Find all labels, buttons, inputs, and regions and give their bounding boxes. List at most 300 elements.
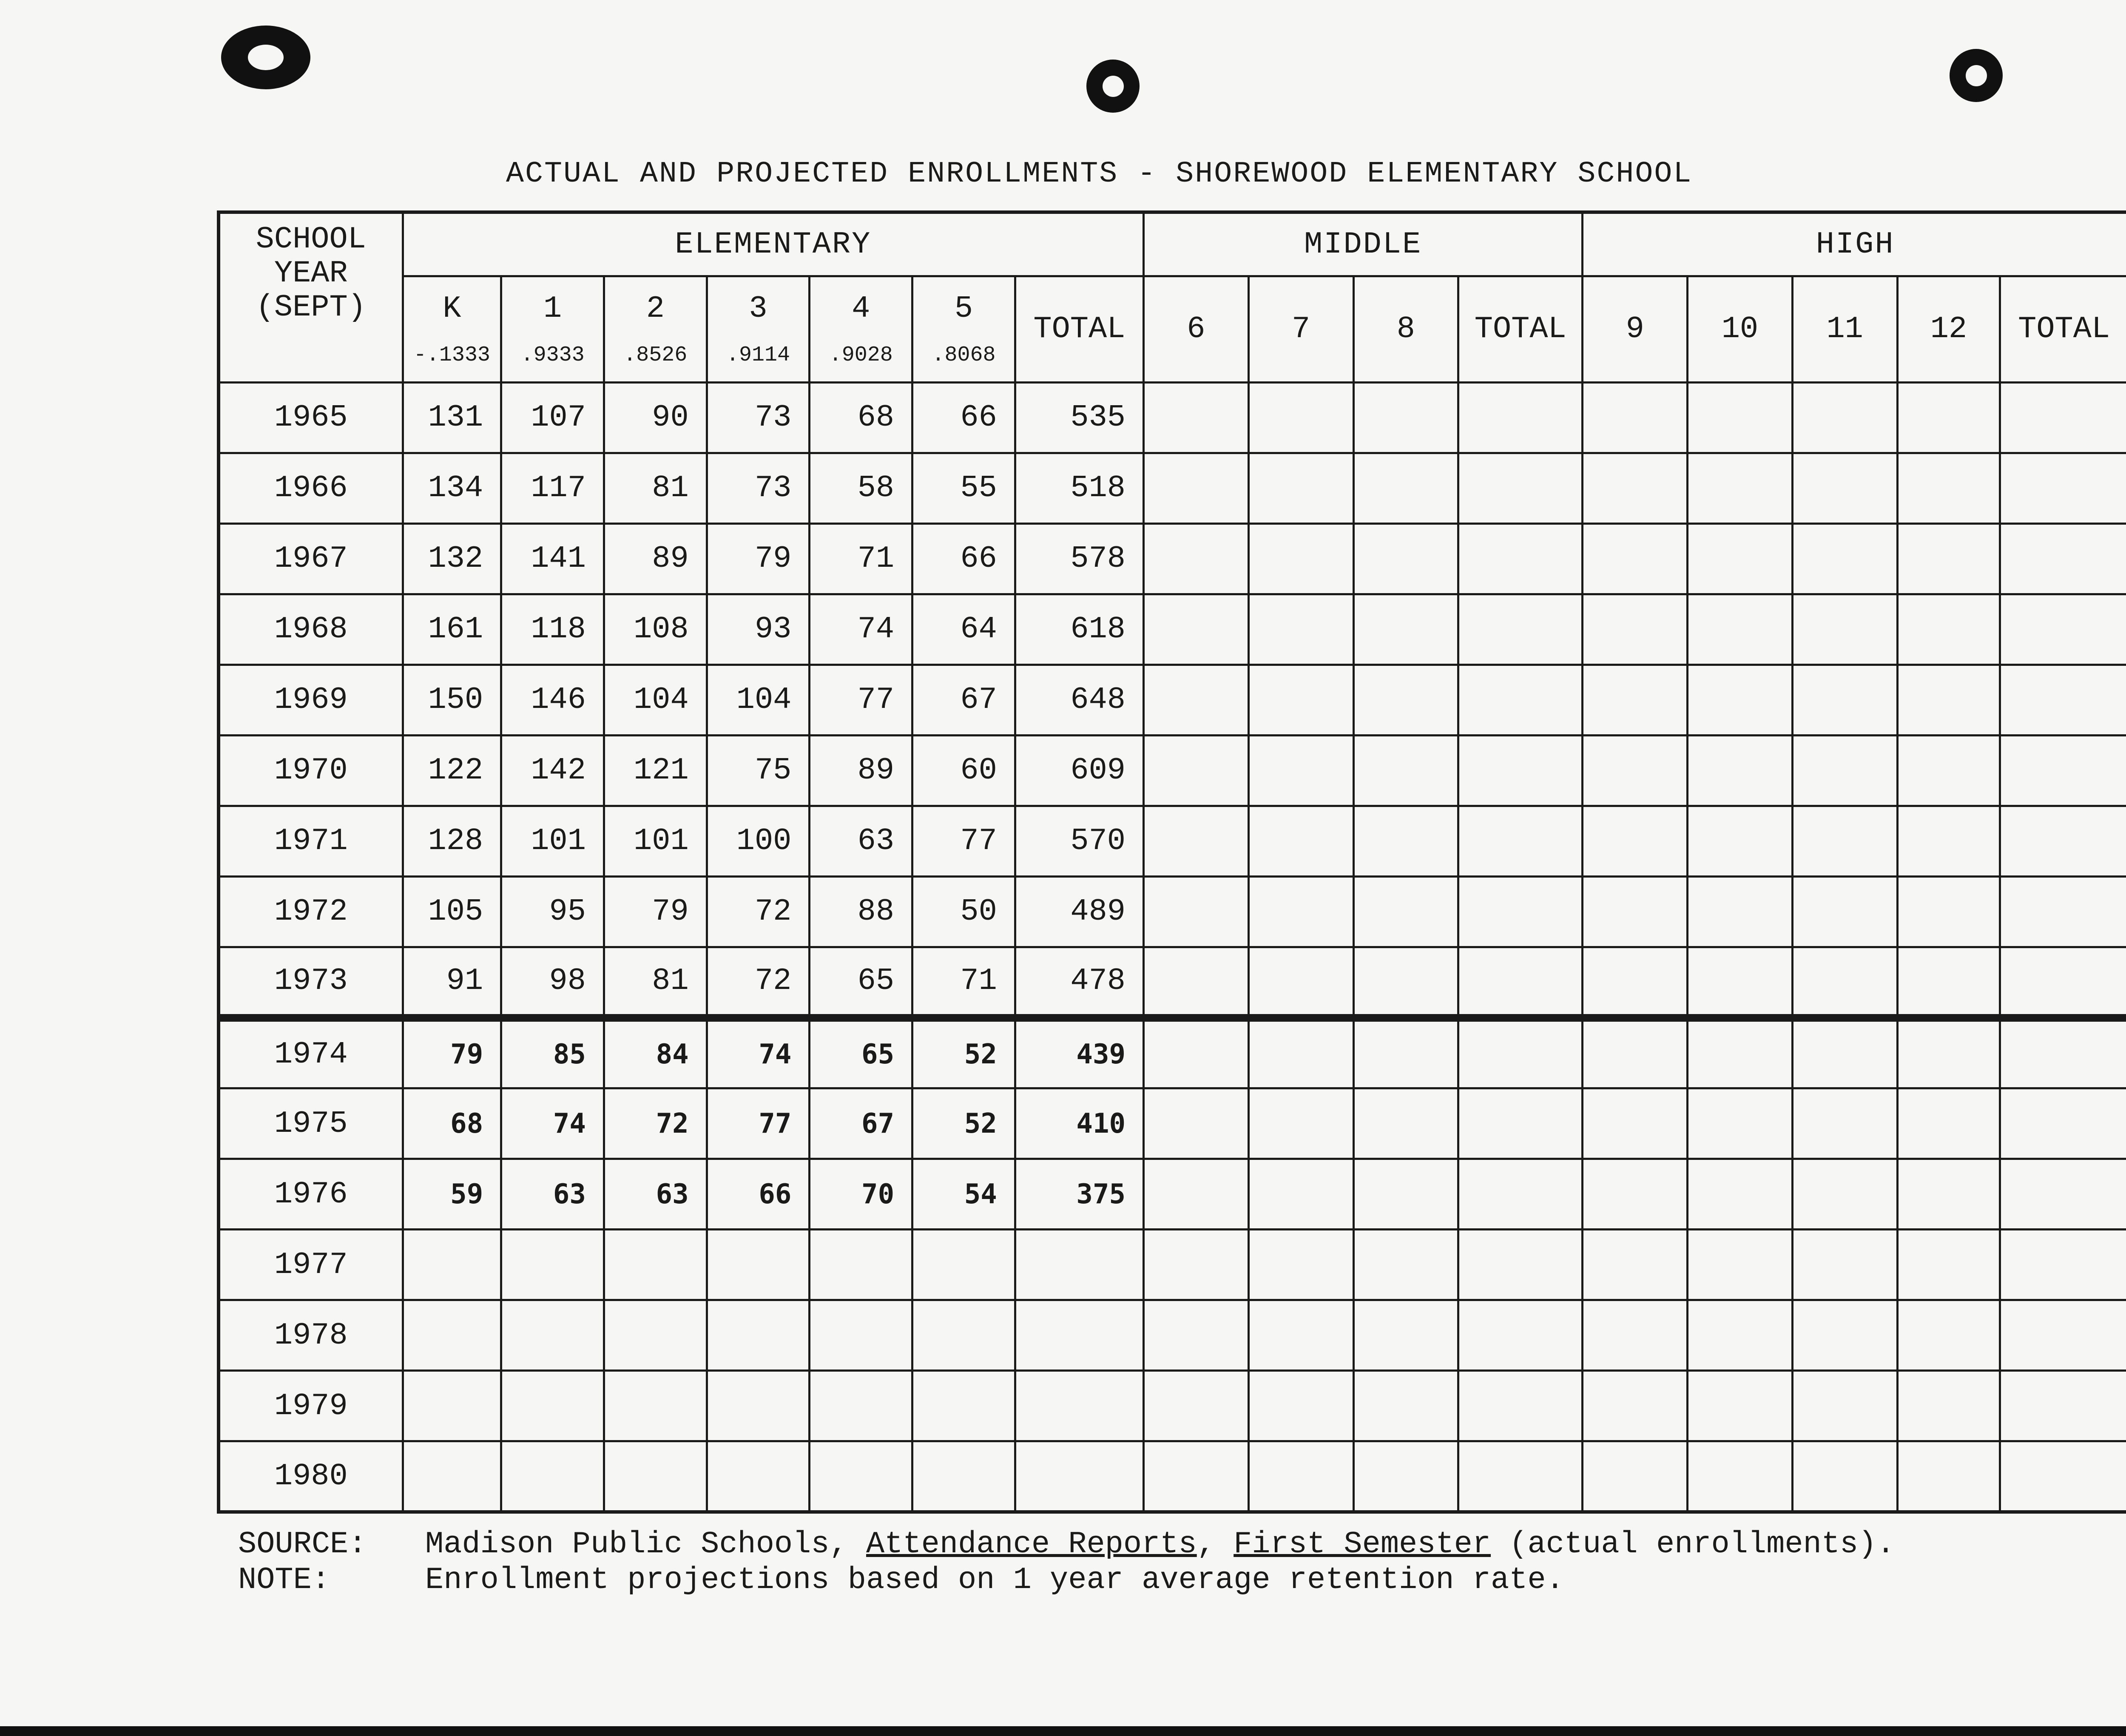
enrollment-cell: [1792, 523, 1897, 594]
enrollment-cell: [1458, 453, 1583, 523]
enrollment-cell: [1897, 1230, 2000, 1300]
enrollment-cell: 104: [604, 665, 707, 735]
enrollment-cell: 146: [501, 665, 604, 735]
scan-edge: [0, 1726, 2126, 1736]
year-cell: 1971: [219, 806, 403, 876]
enrollment-cell: [1792, 876, 1897, 947]
enrollment-cell: [1353, 1088, 1458, 1159]
enrollment-cell: [1248, 1088, 1353, 1159]
enrollment-cell: [1583, 1300, 1688, 1371]
column-label: 5: [954, 291, 973, 326]
enrollment-cell: 67: [912, 665, 1015, 735]
enrollment-cell: 81: [604, 453, 707, 523]
year-header-line: YEAR: [274, 256, 348, 291]
elementary-column-header: [912, 276, 1015, 382]
enrollment-cell: [1688, 1441, 1793, 1512]
column-label: K: [443, 291, 461, 326]
enrollment-cell: [403, 1230, 501, 1300]
enrollment-cell: 72: [604, 1088, 707, 1159]
enrollment-cell: [1248, 1371, 1353, 1441]
enrollment-cell: [501, 1441, 604, 1512]
enrollment-cell: 58: [810, 453, 912, 523]
school-year-header: [219, 212, 403, 382]
enrollment-cell: [604, 1371, 707, 1441]
retention-rate: .8068: [932, 343, 996, 367]
enrollment-cell: [1248, 1159, 1353, 1230]
table-row: [219, 453, 2126, 523]
enrollment-cell: [1688, 594, 1793, 665]
enrollment-cell: [1897, 806, 2000, 876]
high-column-header: [1792, 276, 1897, 382]
high-group-header: HIGH: [1583, 212, 2126, 276]
middle-column-header: [1458, 276, 1583, 382]
enrollment-cell: [1688, 806, 1793, 876]
enrollment-cell: [1583, 1230, 1688, 1300]
enrollment-cell: [1144, 876, 1249, 947]
punch-hole: [1950, 49, 2003, 102]
enrollment-cell: [403, 1371, 501, 1441]
enrollment-cell: [1353, 806, 1458, 876]
enrollment-cell: [2000, 1088, 2126, 1159]
enrollment-cell: [1688, 1300, 1793, 1371]
enrollment-cell: [1458, 1159, 1583, 1230]
table-row: [219, 735, 2126, 806]
enrollment-cell: 101: [604, 806, 707, 876]
column-label: 6: [1187, 312, 1205, 347]
enrollment-cell: 134: [403, 453, 501, 523]
note-label: NOTE:: [238, 1563, 330, 1597]
year-cell: 1967: [219, 523, 403, 594]
note-text: Enrollment projections based on 1 year average retention rate.: [425, 1563, 1564, 1597]
enrollment-cell: [501, 1230, 604, 1300]
column-label: 9: [1626, 312, 1644, 347]
enrollment-cell: [1583, 1441, 1688, 1512]
enrollment-cell: [1792, 1159, 1897, 1230]
table-row: [219, 594, 2126, 665]
enrollment-cell: 118: [501, 594, 604, 665]
enrollment-cell: [1897, 735, 2000, 806]
enrollment-cell: [2000, 876, 2126, 947]
enrollment-cell: [1792, 1441, 1897, 1512]
enrollment-cell: [604, 1230, 707, 1300]
enrollment-cell: [2000, 1159, 2126, 1230]
enrollment-cell: [912, 1300, 1015, 1371]
year-header-line: (SEPT): [256, 290, 366, 325]
table-row: [219, 876, 2126, 947]
enrollment-cell: 65: [810, 947, 912, 1018]
enrollment-cell: 439: [1015, 1018, 1143, 1088]
column-label: 3: [749, 291, 767, 326]
column-label: 7: [1292, 312, 1310, 347]
enrollment-cell: [707, 1371, 810, 1441]
enrollment-cell: [1897, 523, 2000, 594]
enrollment-cell: 79: [604, 876, 707, 947]
enrollment-cell: [1353, 1441, 1458, 1512]
enrollment-cell: [1792, 1300, 1897, 1371]
enrollment-cell: 71: [810, 523, 912, 594]
enrollment-cell: [1015, 1230, 1143, 1300]
enrollment-cell: [1144, 1300, 1249, 1371]
enrollment-cell: 60: [912, 735, 1015, 806]
enrollment-cell: 518: [1015, 453, 1143, 523]
enrollment-cell: [1144, 1371, 1249, 1441]
year-cell: 1969: [219, 665, 403, 735]
enrollment-cell: [707, 1300, 810, 1371]
enrollment-cell: 578: [1015, 523, 1143, 594]
year-cell: 1979: [219, 1371, 403, 1441]
enrollment-cell: [1458, 1088, 1583, 1159]
enrollment-cell: [1458, 382, 1583, 453]
middle-column-header: [1248, 276, 1353, 382]
enrollment-cell: [1144, 1230, 1249, 1300]
enrollment-cell: 131: [403, 382, 501, 453]
enrollment-cell: [1897, 1300, 2000, 1371]
enrollment-cell: [2000, 1371, 2126, 1441]
enrollment-cell: [1144, 1441, 1249, 1512]
elementary-column-header: [501, 276, 604, 382]
enrollment-cell: 161: [403, 594, 501, 665]
enrollment-cell: [1144, 947, 1249, 1018]
enrollment-cell: [403, 1441, 501, 1512]
enrollment-cell: [1458, 594, 1583, 665]
enrollment-cell: [1688, 453, 1793, 523]
enrollment-cell: [1353, 1300, 1458, 1371]
enrollment-cell: [1458, 665, 1583, 735]
column-label: 12: [1930, 312, 1967, 347]
enrollment-cell: 89: [604, 523, 707, 594]
enrollment-cell: [1144, 523, 1249, 594]
enrollment-cell: 77: [912, 806, 1015, 876]
enrollment-cell: [1688, 735, 1793, 806]
enrollment-cell: [1015, 1371, 1143, 1441]
elementary-group-header: ELEMENTARY: [403, 212, 1143, 276]
enrollment-cell: [2000, 1018, 2126, 1088]
enrollment-cell: [1248, 594, 1353, 665]
enrollment-cell: [912, 1371, 1015, 1441]
column-label: 2: [646, 291, 665, 326]
enrollment-cell: [1688, 665, 1793, 735]
enrollment-cell: [1897, 665, 2000, 735]
enrollment-cell: [2000, 523, 2126, 594]
enrollment-cell: [1353, 1371, 1458, 1441]
enrollment-cell: 65: [810, 1018, 912, 1088]
enrollment-cell: 100: [707, 806, 810, 876]
column-label: 10: [1721, 312, 1759, 347]
year-cell: 1980: [219, 1441, 403, 1512]
enrollment-cell: [2000, 665, 2126, 735]
elementary-column-header: [810, 276, 912, 382]
enrollment-cell: [1015, 1300, 1143, 1371]
enrollment-cell: 75: [707, 735, 810, 806]
table-row: [219, 1018, 2126, 1088]
enrollment-cell: [1353, 665, 1458, 735]
enrollment-cell: [1688, 523, 1793, 594]
enrollment-cell: [1248, 735, 1353, 806]
enrollment-cell: 74: [810, 594, 912, 665]
enrollment-cell: 64: [912, 594, 1015, 665]
enrollment-cell: [1792, 806, 1897, 876]
source-semester: First Semester: [1234, 1527, 1491, 1562]
enrollment-cell: [707, 1441, 810, 1512]
year-cell: 1974: [219, 1018, 403, 1088]
column-label: 8: [1396, 312, 1415, 347]
table-row: [219, 1441, 2126, 1512]
enrollment-cell: [1353, 735, 1458, 806]
enrollment-cell: 142: [501, 735, 604, 806]
enrollment-cell: [501, 1300, 604, 1371]
year-cell: 1970: [219, 735, 403, 806]
table-row: [219, 806, 2126, 876]
enrollment-cell: 79: [707, 523, 810, 594]
enrollment-cell: [1144, 1159, 1249, 1230]
table-row: [219, 523, 2126, 594]
enrollment-cell: [1583, 382, 1688, 453]
column-label: TOTAL: [2018, 312, 2110, 347]
enrollment-cell: 55: [912, 453, 1015, 523]
enrollment-cell: 375: [1015, 1159, 1143, 1230]
enrollment-cell: 128: [403, 806, 501, 876]
enrollment-cell: [1248, 382, 1353, 453]
year-cell: 1976: [219, 1159, 403, 1230]
enrollment-cell: 68: [810, 382, 912, 453]
enrollment-cell: 108: [604, 594, 707, 665]
enrollment-cell: 95: [501, 876, 604, 947]
column-label: 11: [1826, 312, 1863, 347]
enrollment-cell: [1583, 876, 1688, 947]
enrollment-cell: [810, 1441, 912, 1512]
enrollment-cell: [1583, 806, 1688, 876]
enrollment-cell: [1248, 665, 1353, 735]
enrollment-cell: 122: [403, 735, 501, 806]
enrollment-cell: [810, 1230, 912, 1300]
enrollment-cell: [1897, 453, 2000, 523]
elementary-column-header: [1015, 276, 1143, 382]
enrollment-cell: [1897, 1159, 2000, 1230]
enrollment-cell: [501, 1371, 604, 1441]
enrollment-cell: [1144, 453, 1249, 523]
enrollment-cell: [2000, 947, 2126, 1018]
enrollment-cell: 52: [912, 1018, 1015, 1088]
enrollment-cell: [1897, 1018, 2000, 1088]
enrollment-cell: [2000, 1230, 2126, 1300]
enrollment-cell: 63: [810, 806, 912, 876]
enrollment-cell: 74: [501, 1088, 604, 1159]
enrollment-cell: 648: [1015, 665, 1143, 735]
enrollment-cell: [1458, 1300, 1583, 1371]
enrollment-cell: [1897, 1371, 2000, 1441]
enrollment-cell: 410: [1015, 1088, 1143, 1159]
enrollment-cell: [1688, 1159, 1793, 1230]
enrollment-cell: 570: [1015, 806, 1143, 876]
enrollment-cell: [1144, 735, 1249, 806]
enrollment-cell: [604, 1300, 707, 1371]
enrollment-cell: [1583, 947, 1688, 1018]
enrollment-cell: 74: [707, 1018, 810, 1088]
enrollment-cell: [1897, 382, 2000, 453]
column-label: 1: [543, 291, 562, 326]
punch-hole: [221, 26, 310, 89]
enrollment-cell: 609: [1015, 735, 1143, 806]
retention-rate: .8526: [623, 343, 688, 367]
enrollment-cell: [1688, 947, 1793, 1018]
enrollment-cell: [1792, 1018, 1897, 1088]
enrollment-cell: [2000, 594, 2126, 665]
middle-column-header: [1353, 276, 1458, 382]
enrollment-cell: [1353, 947, 1458, 1018]
enrollment-cell: [810, 1371, 912, 1441]
enrollment-cell: 101: [501, 806, 604, 876]
enrollment-cell: [1458, 1230, 1583, 1300]
enrollment-cell: [810, 1300, 912, 1371]
retention-rate: -.1333: [413, 343, 490, 367]
enrollment-cell: 150: [403, 665, 501, 735]
enrollment-cell: 105: [403, 876, 501, 947]
year-cell: 1973: [219, 947, 403, 1018]
enrollment-cell: 77: [810, 665, 912, 735]
table-row: [219, 1088, 2126, 1159]
enrollment-cell: [1353, 594, 1458, 665]
enrollment-cell: [1248, 523, 1353, 594]
enrollment-cell: [403, 1300, 501, 1371]
enrollment-cell: [1583, 1018, 1688, 1088]
table-row: [219, 947, 2126, 1018]
enrollment-cell: 70: [810, 1159, 912, 1230]
enrollment-cell: [707, 1230, 810, 1300]
enrollment-cell: [2000, 806, 2126, 876]
enrollment-cell: [912, 1441, 1015, 1512]
enrollment-cell: [1583, 1159, 1688, 1230]
enrollment-cell: 132: [403, 523, 501, 594]
enrollment-cell: [1248, 876, 1353, 947]
enrollment-cell: 54: [912, 1159, 1015, 1230]
enrollment-cell: 66: [912, 382, 1015, 453]
enrollment-cell: [1144, 382, 1249, 453]
enrollment-cell: [1792, 1371, 1897, 1441]
enrollment-cell: [1353, 1159, 1458, 1230]
enrollment-cell: [1248, 453, 1353, 523]
page-title: ACTUAL AND PROJECTED ENROLLMENTS - SHOREWOOD ELEMENTARY SCHOOL: [506, 157, 1693, 191]
enrollment-cell: 121: [604, 735, 707, 806]
enrollment-cell: [2000, 1300, 2126, 1371]
enrollment-cell: [1583, 665, 1688, 735]
enrollment-cell: [1792, 947, 1897, 1018]
year-header-line: SCHOOL: [256, 222, 366, 257]
enrollment-cell: [1792, 1088, 1897, 1159]
enrollment-cell: [1688, 382, 1793, 453]
enrollment-cell: 141: [501, 523, 604, 594]
enrollment-cell: 71: [912, 947, 1015, 1018]
enrollment-cell: [1897, 594, 2000, 665]
footnotes: [238, 1526, 2109, 1598]
enrollment-cell: [1248, 1230, 1353, 1300]
elementary-column-header: [707, 276, 810, 382]
enrollment-cell: 72: [707, 876, 810, 947]
enrollment-cell: 52: [912, 1088, 1015, 1159]
table-row: [219, 665, 2126, 735]
enrollment-cell: [1458, 1441, 1583, 1512]
high-column-header: [1688, 276, 1793, 382]
year-cell: 1977: [219, 1230, 403, 1300]
enrollment-cell: 66: [707, 1159, 810, 1230]
enrollment-cell: [1353, 453, 1458, 523]
retention-rate: .9028: [829, 343, 893, 367]
enrollment-cell: [2000, 453, 2126, 523]
source-text: Madison Public Schools,: [425, 1527, 848, 1562]
year-cell: 1975: [219, 1088, 403, 1159]
punch-hole: [1086, 60, 1140, 113]
enrollment-cell: 63: [604, 1159, 707, 1230]
enrollment-cell: [1792, 382, 1897, 453]
enrollment-cell: [1583, 1371, 1688, 1441]
enrollment-cell: 77: [707, 1088, 810, 1159]
enrollment-cell: [1583, 735, 1688, 806]
enrollment-cell: [1353, 382, 1458, 453]
enrollment-cell: 478: [1015, 947, 1143, 1018]
source-separator: ,: [1197, 1527, 1215, 1562]
enrollment-cell: [1897, 947, 2000, 1018]
enrollment-cell: 84: [604, 1018, 707, 1088]
enrollment-cell: [1688, 1230, 1793, 1300]
enrollment-cell: [1353, 1018, 1458, 1088]
high-column-header: [1583, 276, 1688, 382]
source-note: [238, 1526, 2109, 1562]
enrollment-cell: [1792, 1230, 1897, 1300]
enrollment-cell: [1583, 1088, 1688, 1159]
enrollment-cell: [1792, 453, 1897, 523]
enrollment-cell: [1144, 594, 1249, 665]
enrollment-cell: [1688, 1088, 1793, 1159]
enrollment-cell: [1792, 594, 1897, 665]
enrollment-cell: [1583, 453, 1688, 523]
table-row: [219, 1159, 2126, 1230]
enrollment-table: [217, 210, 2126, 1514]
enrollment-cell: 67: [810, 1088, 912, 1159]
table-row: [219, 1371, 2126, 1441]
column-label: TOTAL: [1474, 312, 1566, 347]
enrollment-cell: 90: [604, 382, 707, 453]
enrollment-cell: [1458, 1371, 1583, 1441]
enrollment-cell: [2000, 1441, 2126, 1512]
enrollment-cell: [604, 1441, 707, 1512]
enrollment-cell: [2000, 382, 2126, 453]
column-label: 4: [852, 291, 870, 326]
enrollment-cell: [1792, 665, 1897, 735]
high-column-header: [2000, 276, 2126, 382]
enrollment-cell: [1458, 947, 1583, 1018]
enrollment-cell: [1248, 1441, 1353, 1512]
source-report-title: Attendance Reports: [866, 1527, 1197, 1562]
year-cell: 1966: [219, 453, 403, 523]
enrollment-cell: [1353, 876, 1458, 947]
enrollment-cell: [1688, 1018, 1793, 1088]
enrollment-cell: [1897, 1088, 2000, 1159]
projection-note: [238, 1562, 2109, 1598]
enrollment-cell: [1015, 1441, 1143, 1512]
enrollment-cell: [1897, 876, 2000, 947]
enrollment-cell: [1792, 735, 1897, 806]
enrollment-cell: [1144, 806, 1249, 876]
enrollment-cell: 489: [1015, 876, 1143, 947]
enrollment-cell: 59: [403, 1159, 501, 1230]
enrollment-cell: 50: [912, 876, 1015, 947]
enrollment-cell: 618: [1015, 594, 1143, 665]
column-label: TOTAL: [1033, 312, 1126, 347]
enrollment-cell: 104: [707, 665, 810, 735]
source-label: SOURCE:: [238, 1527, 367, 1562]
enrollment-cell: [1144, 1018, 1249, 1088]
enrollment-cell: 98: [501, 947, 604, 1018]
enrollment-cell: [1688, 1371, 1793, 1441]
